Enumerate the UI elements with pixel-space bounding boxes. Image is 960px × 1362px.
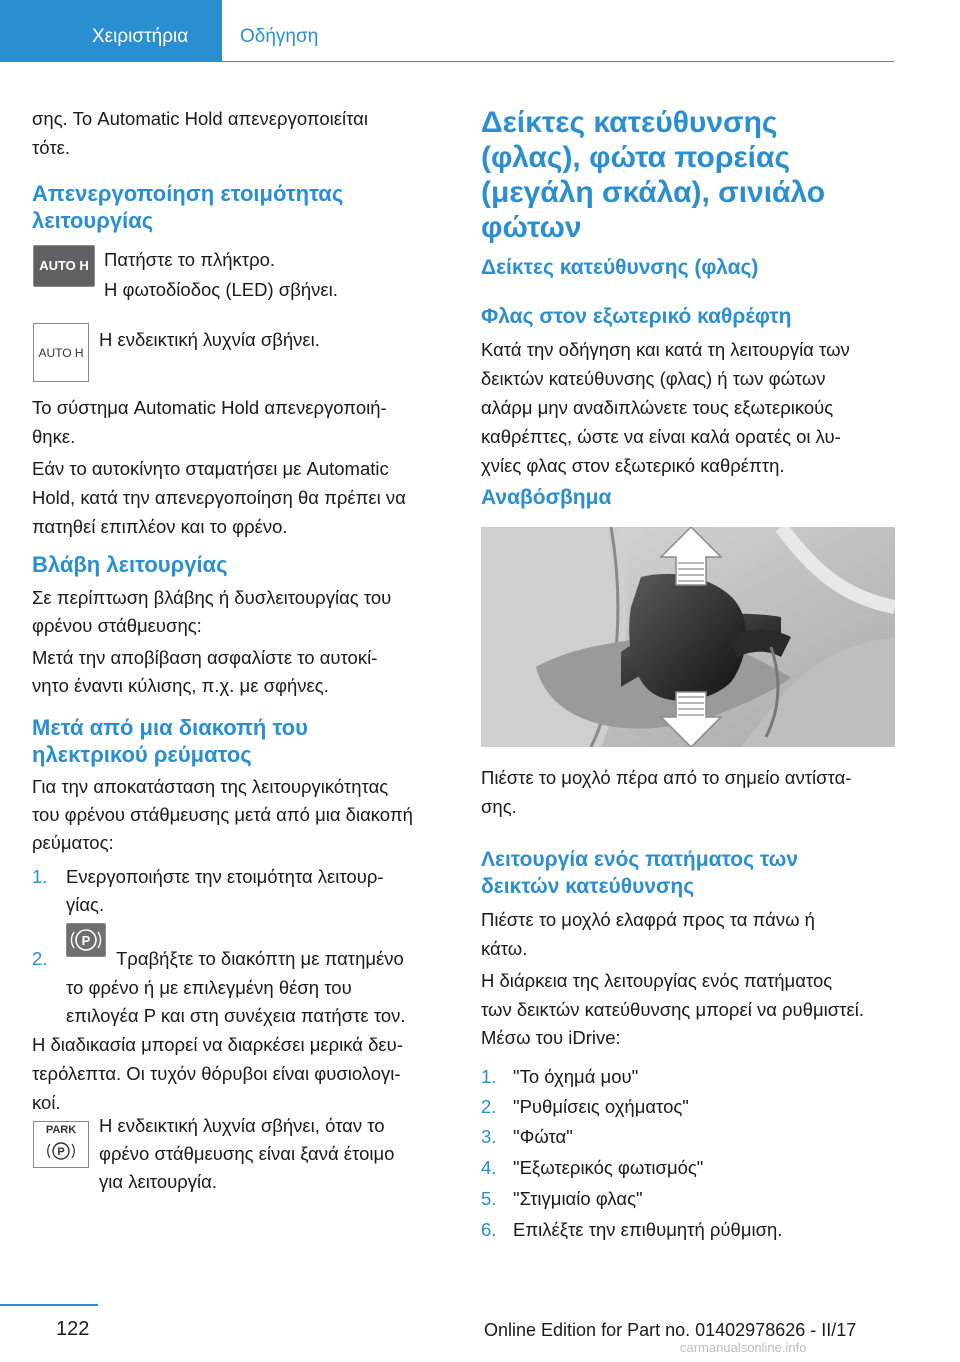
press-lever-line-2: σης. — [481, 796, 517, 817]
intro-line-1: σης. Το Automatic Hold απενεργοποιείται — [32, 108, 368, 129]
park-lamp-line-1: Η ενδεικτική λυχνία σβήνει, όταν το — [99, 1115, 385, 1136]
parking-brake-switch-icon — [66, 923, 106, 957]
menu-step-number: 6. — [481, 1219, 497, 1240]
menu-step-number: 3. — [481, 1126, 497, 1147]
menu-step-text: "Το όχημά μου" — [513, 1066, 639, 1087]
tab-controls-label[interactable]: Χειριστήρια — [92, 26, 189, 47]
led-off-text: Η φωτοδίοδος (LED) σβήνει. — [104, 279, 338, 300]
menu-step-number: 2. — [481, 1096, 497, 1117]
step-2-line-2: το φρένο ή με επιλεγμένη θέση του — [66, 977, 352, 998]
tab-divider — [0, 61, 894, 62]
heading-deactivate-line-2: λειτουργίας — [32, 208, 154, 233]
step-2-line-3: επιλογέα P και στη συνέχεια πατήστε τον. — [66, 1005, 406, 1026]
procedure-line-1: Η διαδικασία μπορεί να διαρκέσει μερικά δευ‐ — [32, 1034, 403, 1055]
park-lamp-text: PARK — [45, 1124, 77, 1136]
park-lamp-line-3: για λειτουργία. — [99, 1171, 217, 1192]
footer-rule — [0, 1304, 98, 1306]
restore-line-3: ρεύματος: — [32, 832, 114, 853]
lamp-off-text: Η ενδεικτική λυχνία σβήνει. — [99, 329, 320, 350]
menu-step-number: 4. — [481, 1157, 497, 1178]
light-press-line-2: κάτω. — [481, 938, 528, 959]
mirror-line-5: χνίες φλας στον εξωτερικό καθρέπτη. — [481, 455, 785, 476]
turn-signal-lever-illustration — [481, 527, 895, 747]
system-deactivated-line-2: θηκε. — [32, 426, 76, 447]
heading-switch-on: Αναβόσβημα — [481, 486, 612, 509]
step-1-line-2: γίας. — [66, 894, 105, 915]
mirror-line-3: αλάρμ μην αναδιπλώνετε τους εξωτερικούς — [481, 397, 834, 418]
menu-step-text: "Εξωτερικός φωτισμός" — [513, 1157, 704, 1178]
procedure-line-2: τερόλεπτα. Οι τυχόν θόρυβοι είναι φυσιολογι‐ — [32, 1063, 401, 1084]
section-title-line-1: Δείκτες κατεύθυνσης — [481, 106, 778, 139]
fault-line-4: νητο έναντι κύλισης, π.χ. με σφήνες. — [32, 675, 329, 696]
mirror-line-1: Κατά την οδήγηση και κατά τη λειτουργία των — [481, 339, 850, 360]
heading-single-touch-line-1: Λειτουργία ενός πατήματος των — [481, 848, 799, 871]
edition-text: Online Edition for Part no. 01402978626 - II/17 — [484, 1320, 857, 1340]
park-lamp-line-2: φρένο στάθμευσης είναι ξανά έτοιμο — [99, 1143, 395, 1164]
svg-text:P: P — [57, 1146, 65, 1158]
step-2-line-1: Τραβήξτε το διακόπτη με πατημένο — [116, 948, 404, 969]
system-deactivated-line-1: Το σύστημα Automatic Hold απενεργοποιή‐ — [32, 397, 387, 418]
heading-single-touch-line-2: δεικτών κατεύθυνσης — [481, 875, 695, 898]
press-button-text: Πατήστε το πλήκτρο. — [104, 249, 276, 270]
step-1-line-1: Ενεργοποιήστε την ετοιμότητα λειτουρ‐ — [66, 866, 384, 887]
park-indicator-lamp-icon — [33, 1121, 89, 1168]
svg-text:P: P — [81, 933, 91, 948]
menu-step-text: Επιλέξτε την επιθυμητή ρύθμιση. — [513, 1219, 783, 1240]
menu-step-number: 5. — [481, 1188, 497, 1209]
page-number: 122 — [56, 1318, 90, 1340]
menu-step-text: "Ρυθμίσεις οχήματος" — [513, 1096, 689, 1117]
tab-driving[interactable]: Οδήγηση — [240, 26, 319, 47]
section-title-line-3: (μεγάλη σκάλα), σινιάλο — [481, 176, 826, 209]
auto-h-lamp-text: AUTO H — [38, 346, 84, 360]
duration-line-2: των δεικτών κατεύθυνσης μπορεί να ρυθμιστεί. — [481, 999, 864, 1020]
fault-line-3: Μετά την αποβίβαση ασφαλίστε το αυτοκί‐ — [32, 647, 378, 668]
header-tab-bar — [0, 0, 894, 62]
intro-line-2: τότε. — [32, 137, 71, 158]
light-press-line-1: Πιέστε το μοχλό ελαφρά προς τα πάνω ή — [481, 909, 815, 930]
duration-line-1: Η διάρκεια της λειτουργίας ενός πατήματος — [481, 970, 833, 991]
restore-line-2: του φρένου στάθμευσης μετά από μια διακοπή — [32, 804, 413, 825]
heading-interrupt-line-2: ηλεκτρικού ρεύματος — [32, 742, 252, 767]
restore-line-1: Για την αποκατάσταση της λειτουργικότητας — [32, 776, 389, 797]
via-idrive-text: Μέσω του iDrive: — [481, 1027, 621, 1048]
press-lever-line-1: Πιέστε το μοχλό πέρα από το σημείο αντίστα‐ — [481, 767, 852, 788]
menu-step-text: "Φώτα" — [513, 1126, 573, 1147]
park-lamp-symbol-icon — [34, 1122, 88, 1167]
watermark: carmanualsonline.info — [680, 1340, 807, 1355]
lever-illustration-svg — [481, 527, 895, 747]
section-title-line-4: φώτων — [481, 211, 582, 244]
auto-h-button-text: AUTO H — [39, 258, 89, 273]
section-title-line-2: (φλας), φώτα πορείας — [481, 141, 791, 174]
heading-interrupt-line-1: Μετά από μια διακοπή του — [32, 715, 308, 740]
step-1-number: 1. — [32, 866, 48, 887]
procedure-line-3: κοί. — [32, 1092, 61, 1113]
menu-step-text: "Στιγμιαίο φλας" — [513, 1188, 643, 1209]
fault-line-1: Σε περίπτωση βλάβης ή δυσλειτουργίας του — [32, 587, 392, 608]
mirror-line-4: καθρέπτες, ώστε να είναι καλά ορατές οι λυ‐ — [481, 426, 841, 447]
auto-h-indicator-lamp-icon — [33, 323, 89, 382]
heading-indicators: Δείκτες κατεύθυνσης (φλας) — [481, 256, 759, 279]
heading-deactivate-line-1: Απενεργοποίηση ετοιμότητας — [32, 181, 344, 206]
heading-fault: Βλάβη λειτουργίας — [32, 552, 228, 577]
heading-mirror: Φλας στον εξωτερικό καθρέφτη — [481, 305, 792, 328]
auto-h-button-icon — [33, 245, 95, 287]
mirror-line-2: δεικτών κατεύθυνσης (φλας) ή των φώτων — [481, 368, 826, 389]
parking-brake-symbol-icon — [67, 924, 105, 956]
stop-line-3: πατηθεί επιπλέον και το φρένο. — [32, 516, 288, 537]
step-2-number: 2. — [32, 948, 48, 969]
fault-line-2: φρένου στάθμευσης: — [32, 615, 202, 636]
stop-line-2: Hold, κατά την απενεργοποίηση θα πρέπει να — [32, 487, 406, 508]
menu-step-number: 1. — [481, 1066, 497, 1087]
stop-line-1: Εάν το αυτοκίνητο σταματήσει με Automatic — [32, 458, 389, 479]
